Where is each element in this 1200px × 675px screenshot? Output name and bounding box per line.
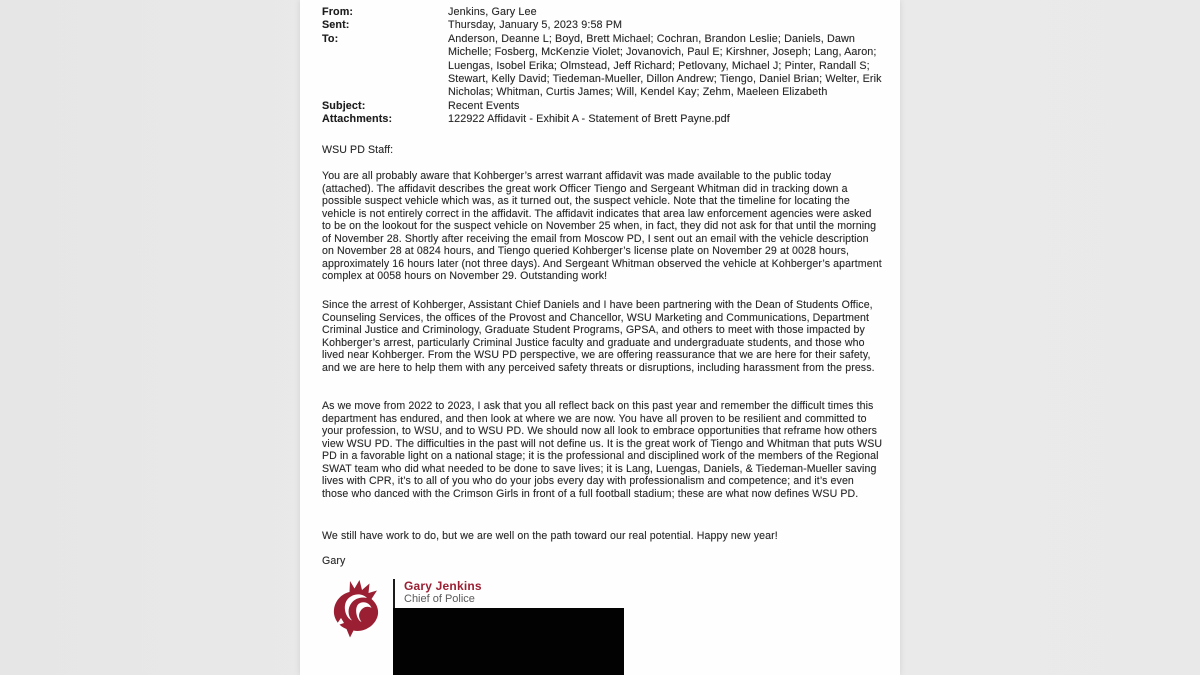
signature-title: Chief of Police <box>404 593 475 605</box>
signature-divider <box>393 579 395 608</box>
email-greeting: WSU PD Staff: <box>322 144 394 156</box>
signature-name: Gary Jenkins <box>404 579 482 593</box>
header-label-to: To: <box>322 32 339 45</box>
body-paragraph: Since the arrest of Kohberger, Assistant Chief Daniels and I have been partnering with the Dean of Students Office, Counseling Services, the offices of the Provost and Chancellor, WSU Marketing and Communications, Department Criminal Justice and Criminology, Graduate Student Programs, GPSA, and others to meet with those impacted by Kohberger’s arrest, particularly Criminal Justice faculty and graduate and undergraduate students, and those who lived near Kohberger. From the WSU PD perspective, we are offering reassurance that we are here for their safety, and we are here to help them with any perceived safety threats or disruptions, including harassment from the press. <box>322 299 875 374</box>
header-label-attachments: Attachments: <box>322 113 393 126</box>
header-value-attachment-filename: 122922 Affidavit - Exhibit A - Statement of Brett Payne.pdf <box>448 113 730 126</box>
body-paragraph: As we move from 2022 to 2023, I ask that you all reflect back on this past year and remember the difficult times this department has endured, and then look at where we are now. You have all proven to be resilient and committed to your profession, to WSU, and to WSU PD. We should now all look to embrace opportunities that reframe how others view WSU PD. The difficulties in the past will not define us. It is the great work of Tiengo and Whitman that puts WSU PD in a favorable light on a national stage; it is the professional and disciplined work of the members of the Regional SWAT team who did what needed to be done to save lives; it is Lang, Luengas, Daniels, & Tiedeman-Mueller saving lives with CPR, it’s to all of you who do your jobs every day with professionalism and competence; and it’s even those who danced with the Crimson Girls in front of a full football stadium; these are what now defines WSU PD. <box>322 400 883 500</box>
redaction-box <box>393 608 624 675</box>
body-paragraph: You are all probably aware that Kohberger’s arrest warrant affidavit was made available to the public today (attached). The affidavit describes the great work Officer Tiengo and Sergeant Whitman did in tracking down a possible suspect vehicle which was, as it turned out, the suspect vehicle. Note that the timeline for locating the vehicle is not entirely correct in the affidavit. The affidavit indicates that area law enforcement agencies were asked to be on the lookout for the suspect vehicle on November 25 when, in fact, they did not ask for that until the morning of November 28. Shortly after receiving the email from Moscow PD, I sent out an email with the vehicle description on November 28 at 0824 hours, and Tiengo queried Kohberger’s license plate on November 29 at 0028 hours, approximately 16 hours later (not three days). And Sergeant Whitman observed the vehicle at Kohberger’s apartment complex at 0058 hours on November 29. Outstanding work! <box>322 170 882 282</box>
wsu-cougar-logo-icon <box>331 578 381 643</box>
email-signoff: Gary <box>322 555 346 567</box>
header-value-to: Anderson, Deanne L; Boyd, Brett Michael; Cochran, Brandon Leslie; Daniels, Dawn Michelle; Fosberg, McKenzie Violet; Jovanovich, Paul E; Kirshner, Joseph; Lang, Aaron; Luengas, Isobel Erika; Olmstead, Jeff Richard; Petlovany, Michael J; Pinter, Randall S; Stewart, Kelly David; Tiedeman-Mueller, Dillon Andrew; Tiengo, Daniel Brian; Welter, Erik Nicholas; Whitman, Curtis James; Will, Kendel Kay; Zehm, Maeleen Elizabeth <box>448 32 882 99</box>
header-value-subject: Recent Events <box>448 99 520 112</box>
email-header <box>322 6 882 127</box>
email-document <box>300 0 900 675</box>
header-label-subject: Subject: <box>322 99 366 112</box>
header-label-from: From: <box>322 6 354 18</box>
header-value-from: Jenkins, Gary Lee <box>448 6 537 18</box>
body-paragraph: We still have work to do, but we are well on the path toward our real potential. Happy new year! <box>322 530 778 542</box>
header-label-sent: Sent: <box>322 19 350 32</box>
header-value-sent: Thursday, January 5, 2023 9:58 PM <box>448 19 623 32</box>
